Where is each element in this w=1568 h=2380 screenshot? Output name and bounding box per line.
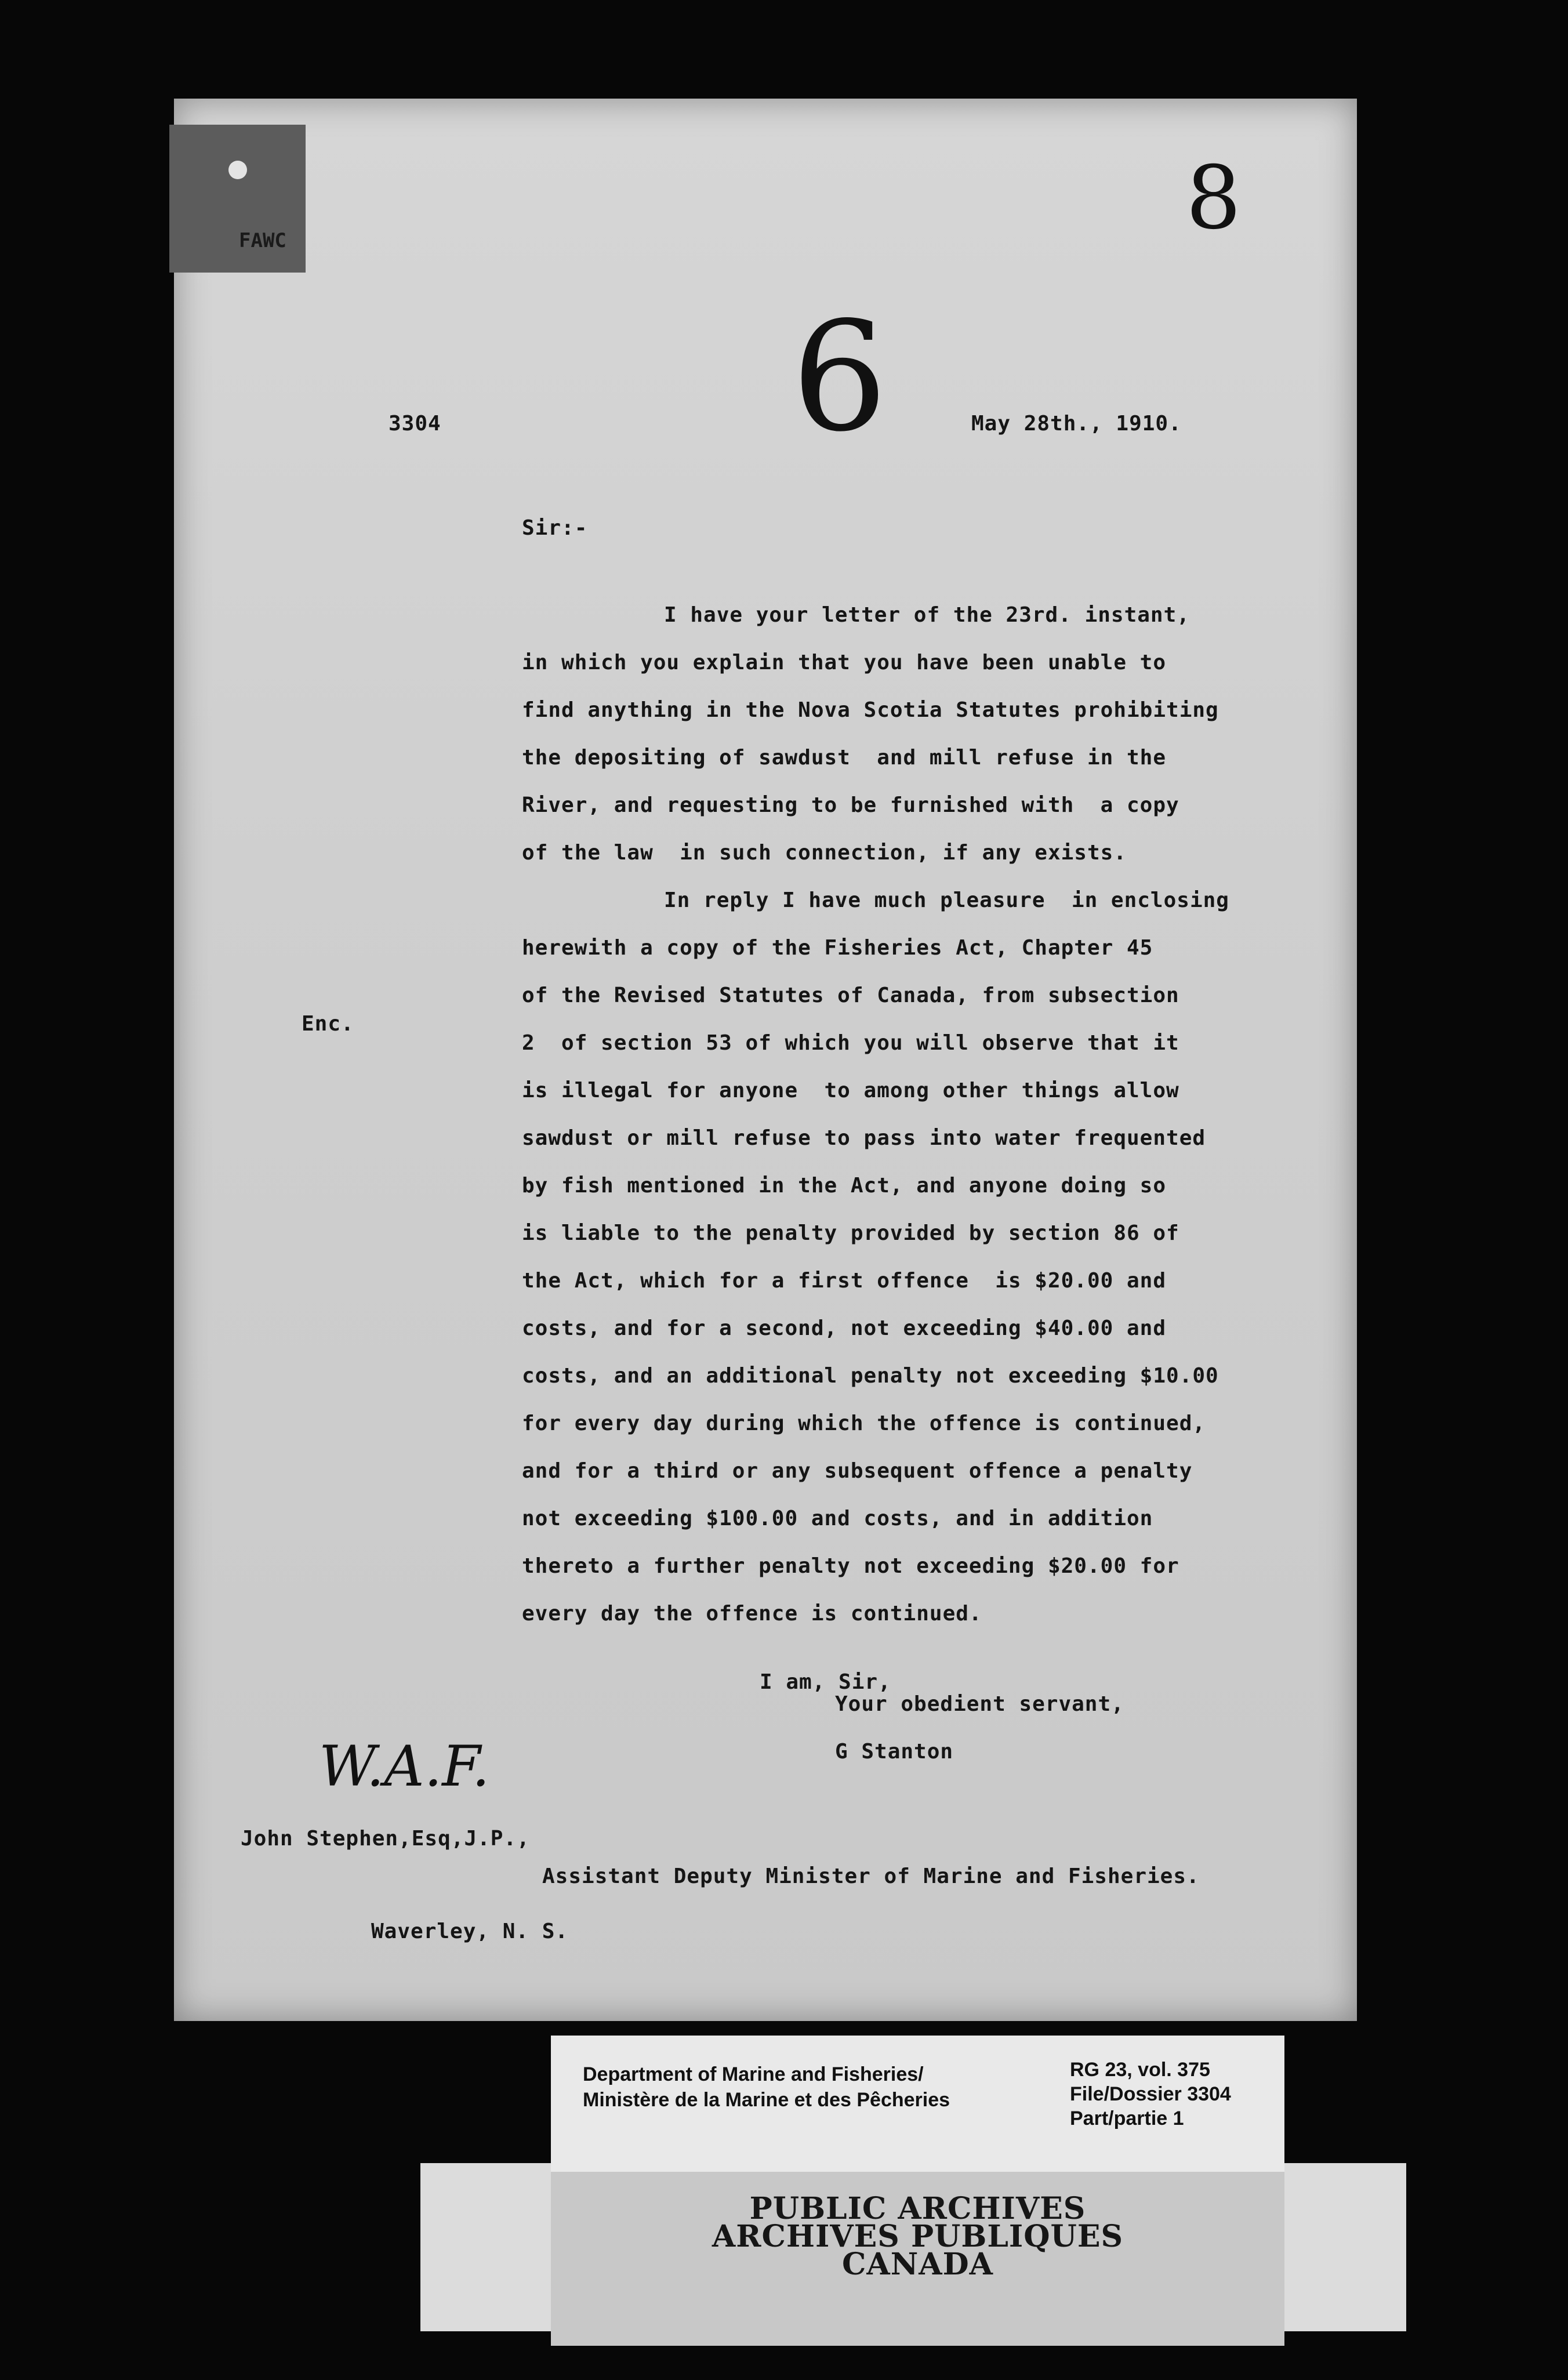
paragraph-line: is illegal for anyone to among other things allow	[522, 1079, 1179, 1102]
paragraph-line: River, and requesting to be furnished with a copy	[522, 793, 1179, 817]
archives-stamp	[551, 2172, 1284, 2346]
paragraph-line: the Act, which for a first offence is $20.00 and	[522, 1269, 1167, 1293]
punch-hole	[228, 161, 247, 179]
tab-label: FAWC	[239, 229, 286, 252]
recipient-place: Waverley, N. S.	[371, 1920, 569, 1943]
department-en: Department of Marine and Fisheries/	[583, 2063, 924, 2085]
closing-line-2: Your obedient servant,	[835, 1692, 1124, 1716]
handwritten-mark: 6	[792, 290, 888, 465]
paragraph-line: by fish mentioned in the Act, and anyone doing so	[522, 1174, 1167, 1198]
paragraph-line: find anything in the Nova Scotia Statutes prohibiting	[522, 698, 1219, 722]
handwritten-initials: W.A.F.	[319, 1734, 490, 1799]
paragraph-line: costs, and for a second, not exceeding $40.00 and	[522, 1316, 1167, 1340]
handwritten-page-number: 8	[1186, 148, 1242, 249]
salutation: Sir:-	[522, 516, 588, 540]
file-tab	[169, 125, 306, 273]
paragraph-line: 2 of section 53 of which you will observe that it	[522, 1031, 1179, 1055]
closing-line-1: I am, Sir,	[760, 1670, 891, 1694]
file-dossier: File/Dossier 3304	[1070, 2083, 1231, 2105]
file-number: 3304	[389, 412, 441, 436]
enclosure-note: Enc.	[302, 1012, 354, 1036]
stamp-line-3: CANADA	[841, 2247, 994, 2282]
record-group: RG 23, vol. 375	[1070, 2059, 1210, 2081]
stamp-line-1: PUBLIC ARCHIVES	[749, 2191, 1086, 2226]
archive-label	[551, 2036, 1284, 2172]
paragraph-line: of the Revised Statutes of Canada, from subsection	[522, 984, 1179, 1007]
paragraph-line: thereto a further penalty not exceeding $20.00 for	[522, 1554, 1179, 1578]
signer-title: Assistant Deputy Minister of Marine and Fisheries.	[542, 1864, 1200, 1888]
department-fr: Ministère de la Marine et des Pêcheries	[583, 2089, 950, 2111]
letter-page	[174, 99, 1357, 2021]
paragraph-line: of the law in such connection, if any exists.	[522, 841, 1127, 865]
part-partie: Part/partie 1	[1070, 2107, 1184, 2129]
signature-name: G Stanton	[835, 1740, 954, 1764]
paragraph-line: is liable to the penalty provided by section 86 of	[522, 1221, 1179, 1245]
paragraph-line: herewith a copy of the Fisheries Act, Chapter 45	[522, 936, 1153, 960]
paragraph-line: the depositing of sawdust and mill refuse in the	[522, 746, 1167, 770]
stamp-line-2: ARCHIVES PUBLIQUES	[712, 2219, 1124, 2254]
paragraph-line: for every day during which the offence is continued,	[522, 1412, 1206, 1435]
paragraph-line: costs, and an additional penalty not exceeding $10.00	[522, 1364, 1219, 1388]
recipient-name: John Stephen,Esq,J.P.,	[241, 1827, 530, 1851]
letter-date: May 28th., 1910.	[971, 412, 1182, 436]
paragraph-line: I have your letter of the 23rd. instant,	[664, 603, 1190, 627]
paragraph-line: every day the offence is continued.	[522, 1602, 982, 1626]
paragraph-line: sawdust or mill refuse to pass into water frequented	[522, 1126, 1206, 1150]
paragraph-line: and for a third or any subsequent offence a penalty	[522, 1459, 1193, 1483]
paragraph-line: In reply I have much pleasure in enclosing	[664, 888, 1229, 912]
paragraph-line: not exceeding $100.00 and costs, and in addition	[522, 1507, 1153, 1530]
paragraph-line: in which you explain that you have been unable to	[522, 651, 1167, 674]
